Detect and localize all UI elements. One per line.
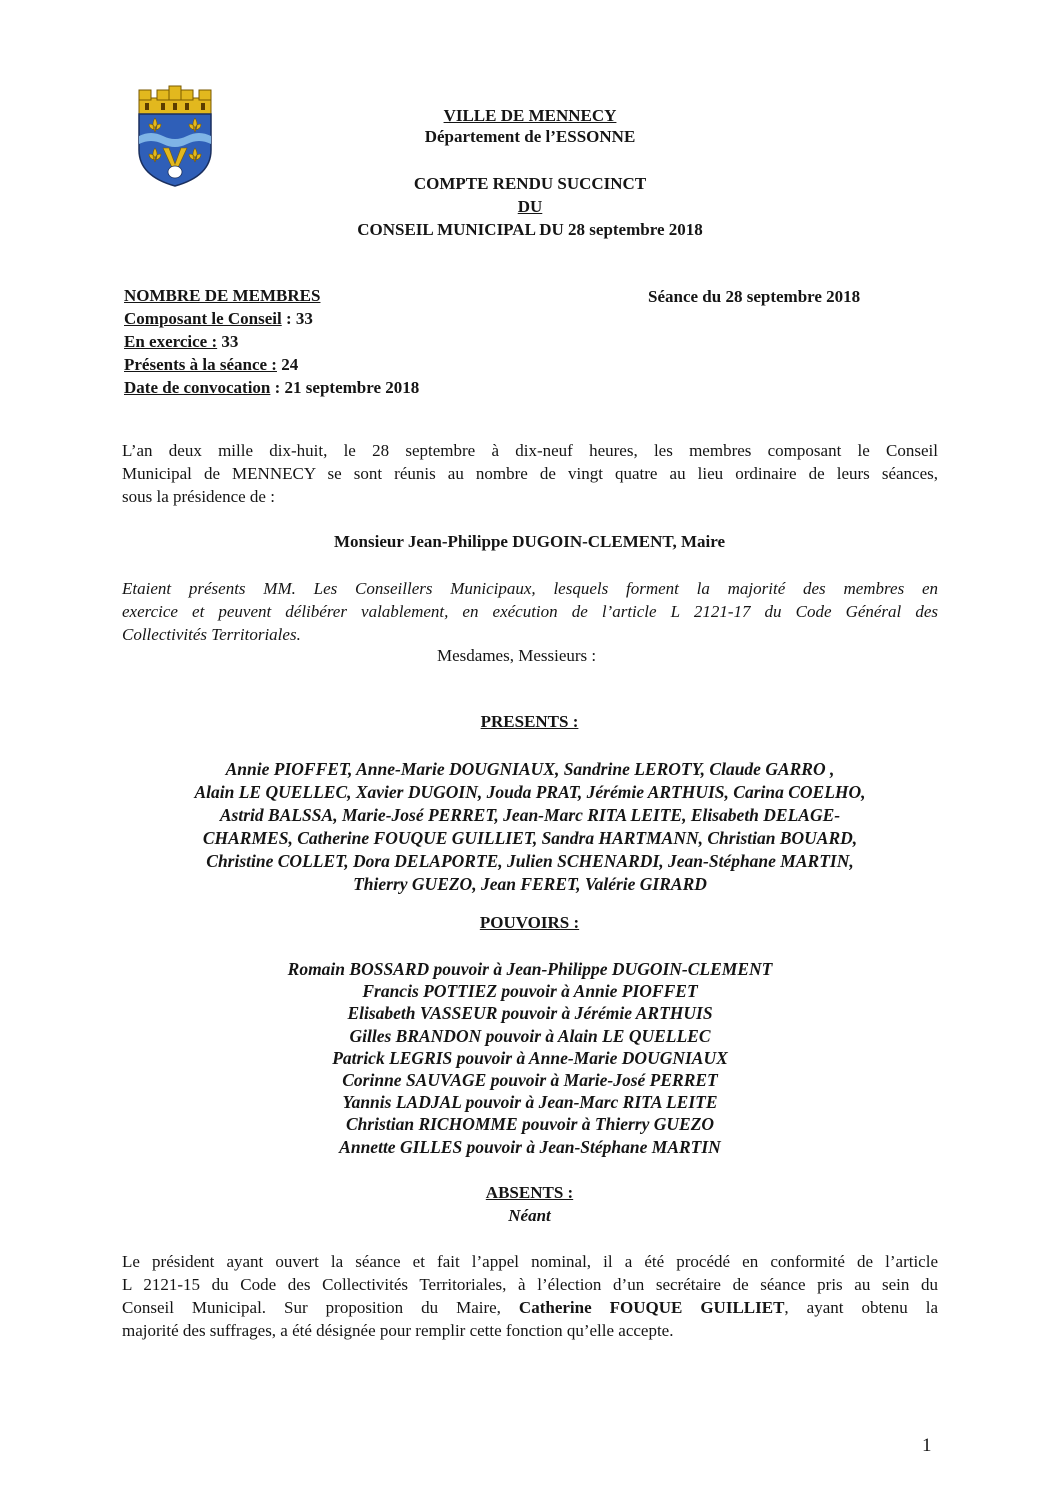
presents-line: Christine COLLET, Dora DELAPORTE, Julien SCHENARDI, Jean-Stéphane MARTIN, [206,851,854,871]
pouvoir-line: Gilles BRANDON pouvoir à Alain LE QUELLEC [349,1025,711,1046]
pouvoir-line: Yannis LADJAL pouvoir à Jean-Marc RITA LEITE [342,1092,718,1113]
members-heading: NOMBRE DE MEMBRES [124,286,321,305]
closing-line: majorité des suffrages, a été désignée pour remplir cette fonction qu’elle accepte. [122,1321,674,1340]
pouvoir-line: Francis POTTIEZ pouvoir à Annie PIOFFET [362,981,698,1002]
exercice-value: 33 [217,332,239,351]
presents-title: PRESENTS : [480,712,579,731]
presents-count-value: 24 [276,355,299,374]
pouvoir-line: Elisabeth VASSEUR pouvoir à Jérémie ARTHUIS [347,1003,713,1024]
report-title-line2: DU [517,197,543,216]
report-title-line3: CONSEIL MUNICIPAL DU 28 septembre 2018 [357,220,703,239]
closing-line-part: , ayant obtenu la [784,1298,938,1317]
presents-line: Thierry GUEZO, Jean FERET, Valérie GIRARD [353,874,707,894]
absents-value: Néant [508,1206,551,1225]
presents-line: CHARMES, Catherine FOUQUE GUILLIET, Sandra HARTMANN, Christian BOUARD, [202,828,858,848]
members-block [124,284,419,399]
pouvoir-line: Annette GILLES pouvoir à Jean-Stéphane MARTIN [339,1136,721,1157]
pouvoir-line: Christian RICHOMME pouvoir à Thierry GUEZO [345,1114,715,1135]
session-date: Séance du 28 septembre 2018 [648,287,861,306]
coat-of-arms-logo [131,84,219,188]
intro-line: sous la présidence de : [122,487,275,506]
convocation-value: : 21 septembre 2018 [270,378,420,397]
city-name: VILLE DE MENNECY [443,106,617,125]
pouvoir-line: Corinne SAUVAGE pouvoir à Marie-José PERRET [342,1070,718,1091]
absents-title: ABSENTS : [485,1183,574,1202]
pouvoirs-list [120,958,940,1158]
presents-list [120,758,940,896]
presence-note-line: exercice et peuvent délibérer valablement, en exécution de l’article L 2121-17 du Code Général des [122,602,938,621]
pouvoir-line: Patrick LEGRIS pouvoir à Anne-Marie DOUGNIAUX [332,1047,728,1068]
presents-line: Astrid BALSSA, Marie-José PERRET, Jean-Marc RITA LEITE, Elisabeth DELAGE- [219,805,841,825]
pouvoir-line: Romain BOSSARD pouvoir à Jean-Philippe DUGOIN-CLEMENT [287,959,773,979]
intro-line: L’an deux mille dix-huit, le 28 septembre à dix-neuf heures, les membres composant le Conseil [122,441,938,460]
presents-count-label: Présents à la séance : [124,355,277,374]
closing-line-part: Conseil Municipal. Sur proposition du Maire, [122,1298,519,1317]
closing-line [122,1296,938,1319]
presence-note-line: Etaient présents MM. Les Conseillers Municipaux, lesquels forment la majorité des membres en [122,579,938,598]
intro-paragraph [122,439,938,508]
closing-line: L 2121-15 du Code des Collectivités Territoriales, à l’élection d’un secrétaire de séance pris au sein du [122,1275,938,1294]
presents-line: Alain LE QUELLEC, Xavier DUGOIN, Jouda PRAT, Jérémie ARTHUIS, Carina COELHO, [194,782,866,802]
page-number: 1 [922,1435,932,1456]
convocation-label: Date de convocation [124,378,271,397]
salutation: Mesdames, Messieurs : [437,646,597,665]
intro-line: Municipal de MENNECY se sont réunis au nombre de vingt quatre au lieu ordinaire de leurs séances, [122,464,938,483]
pouvoirs-title: POUVOIRS : [479,913,580,932]
crown-icon [139,86,211,114]
presents-line: Annie PIOFFET, Anne-Marie DOUGNIAUX, Sandrine LEROTY, Claude GARRO , [225,759,835,779]
presence-note-line: Collectivités Territoriales. [122,625,301,644]
president-name: Monsieur Jean-Philippe DUGOIN-CLEMENT, Maire [334,532,725,551]
closing-line: Le président ayant ouvert la séance et fait l’appel nominal, il a été procédé en conformité de l’article [122,1252,938,1271]
secretary-name: Catherine FOUQUE GUILLIET [518,1298,785,1317]
department-name: Département de l’ESSONNE [424,127,636,146]
exercice-label: En exercice : [124,332,218,351]
composant-label: Composant le Conseil [124,309,282,328]
report-title-line1: COMPTE RENDU SUCCINCT [413,174,647,193]
presence-note [122,577,938,646]
closing-paragraph [122,1250,938,1342]
composant-value: : 33 [281,309,313,328]
